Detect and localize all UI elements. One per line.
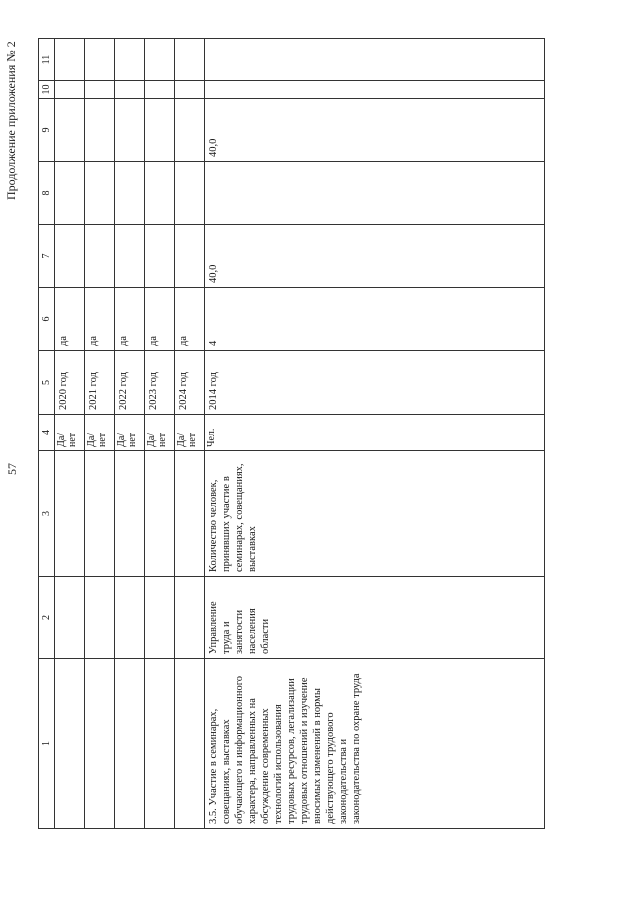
table-cell	[175, 81, 205, 99]
table-cell: Да/ нет	[115, 415, 145, 451]
table-row	[115, 39, 145, 829]
table-cell	[85, 577, 115, 659]
col-header: 6	[39, 288, 55, 351]
table-cell: да	[145, 288, 175, 351]
table-cell	[175, 162, 205, 225]
table-cell	[115, 81, 145, 99]
table-cell	[115, 659, 145, 829]
table-cell	[55, 225, 85, 288]
table-cell	[55, 659, 85, 829]
table-cell	[205, 39, 545, 81]
table-cell: 2023 год	[145, 351, 175, 415]
page-header: Продолжение приложения № 2	[4, 41, 18, 200]
table-cell	[55, 99, 85, 162]
table-row	[175, 39, 205, 829]
table-cell: Да/ нет	[175, 415, 205, 451]
table-header-row	[39, 39, 55, 829]
data-table	[38, 38, 545, 829]
table-cell: Управление труда и занятости населения области	[205, 577, 545, 659]
table-cell	[175, 99, 205, 162]
table-cell	[145, 577, 175, 659]
table-cell: 2020 год	[55, 351, 85, 415]
col-header: 1	[39, 659, 55, 829]
table-cell	[55, 162, 85, 225]
table-cell: да	[115, 288, 145, 351]
col-header: 5	[39, 351, 55, 415]
table-cell	[175, 225, 205, 288]
table-cell: 3.5. Участие в семинарах, совещаниях, выставках обучающего и информационного характера, направленных на обсуждение современных технологий использования трудовых ресурсов, легализации трудовых отношений и изучение вносимых изменений в нормы действующего трудового законодательства и законодательства по охране труда	[205, 659, 545, 829]
table-cell	[85, 99, 115, 162]
table-cell	[145, 162, 175, 225]
col-header: 2	[39, 577, 55, 659]
table-cell: 2024 год	[175, 351, 205, 415]
table-cell: Количество человек, принявших участие в семинарах, совещаниях, выставках	[205, 451, 545, 577]
table-cell	[85, 39, 115, 81]
table-row	[145, 39, 175, 829]
table-cell: Да/ нет	[85, 415, 115, 451]
table-cell	[115, 577, 145, 659]
table-cell	[55, 451, 85, 577]
col-header: 4	[39, 415, 55, 451]
table-cell	[85, 451, 115, 577]
table-cell	[115, 225, 145, 288]
col-header: 9	[39, 99, 55, 162]
table-cell	[115, 99, 145, 162]
table-cell	[145, 99, 175, 162]
table-cell: да	[175, 288, 205, 351]
col-header: 7	[39, 225, 55, 288]
table-cell	[145, 39, 175, 81]
table-cell	[145, 451, 175, 577]
table-cell	[85, 162, 115, 225]
table-cell	[145, 659, 175, 829]
table-cell	[175, 577, 205, 659]
table-cell: 2022 год	[115, 351, 145, 415]
col-header: 8	[39, 162, 55, 225]
table-cell: Да/ нет	[55, 415, 85, 451]
table-cell: 40,0	[205, 99, 545, 162]
table-cell	[175, 451, 205, 577]
table-cell	[205, 162, 545, 225]
table-row	[55, 39, 85, 829]
table-cell: Да/ нет	[145, 415, 175, 451]
table-cell	[55, 577, 85, 659]
table-cell: да	[55, 288, 85, 351]
table-cell	[85, 225, 115, 288]
table-cell	[85, 81, 115, 99]
col-header: 11	[39, 39, 55, 81]
table-cell	[55, 39, 85, 81]
table-row	[85, 39, 115, 829]
table-cell	[55, 81, 85, 99]
table-cell: да	[85, 288, 115, 351]
table-cell	[175, 659, 205, 829]
table-cell	[85, 659, 115, 829]
table-cell	[145, 225, 175, 288]
table-cell: 2014 год	[205, 351, 545, 415]
table-cell	[205, 81, 545, 99]
col-header: 3	[39, 451, 55, 577]
table-cell: Чел.	[205, 415, 545, 451]
table-cell	[115, 39, 145, 81]
table-cell	[175, 39, 205, 81]
table-cell	[145, 81, 175, 99]
table-row	[205, 39, 545, 829]
table-cell	[115, 451, 145, 577]
table-cell	[115, 162, 145, 225]
page-number: 57	[5, 463, 19, 475]
table-cell: 40,0	[205, 225, 545, 288]
col-header: 10	[39, 81, 55, 99]
table-cell: 2021 год	[85, 351, 115, 415]
table-cell: 4	[205, 288, 545, 351]
